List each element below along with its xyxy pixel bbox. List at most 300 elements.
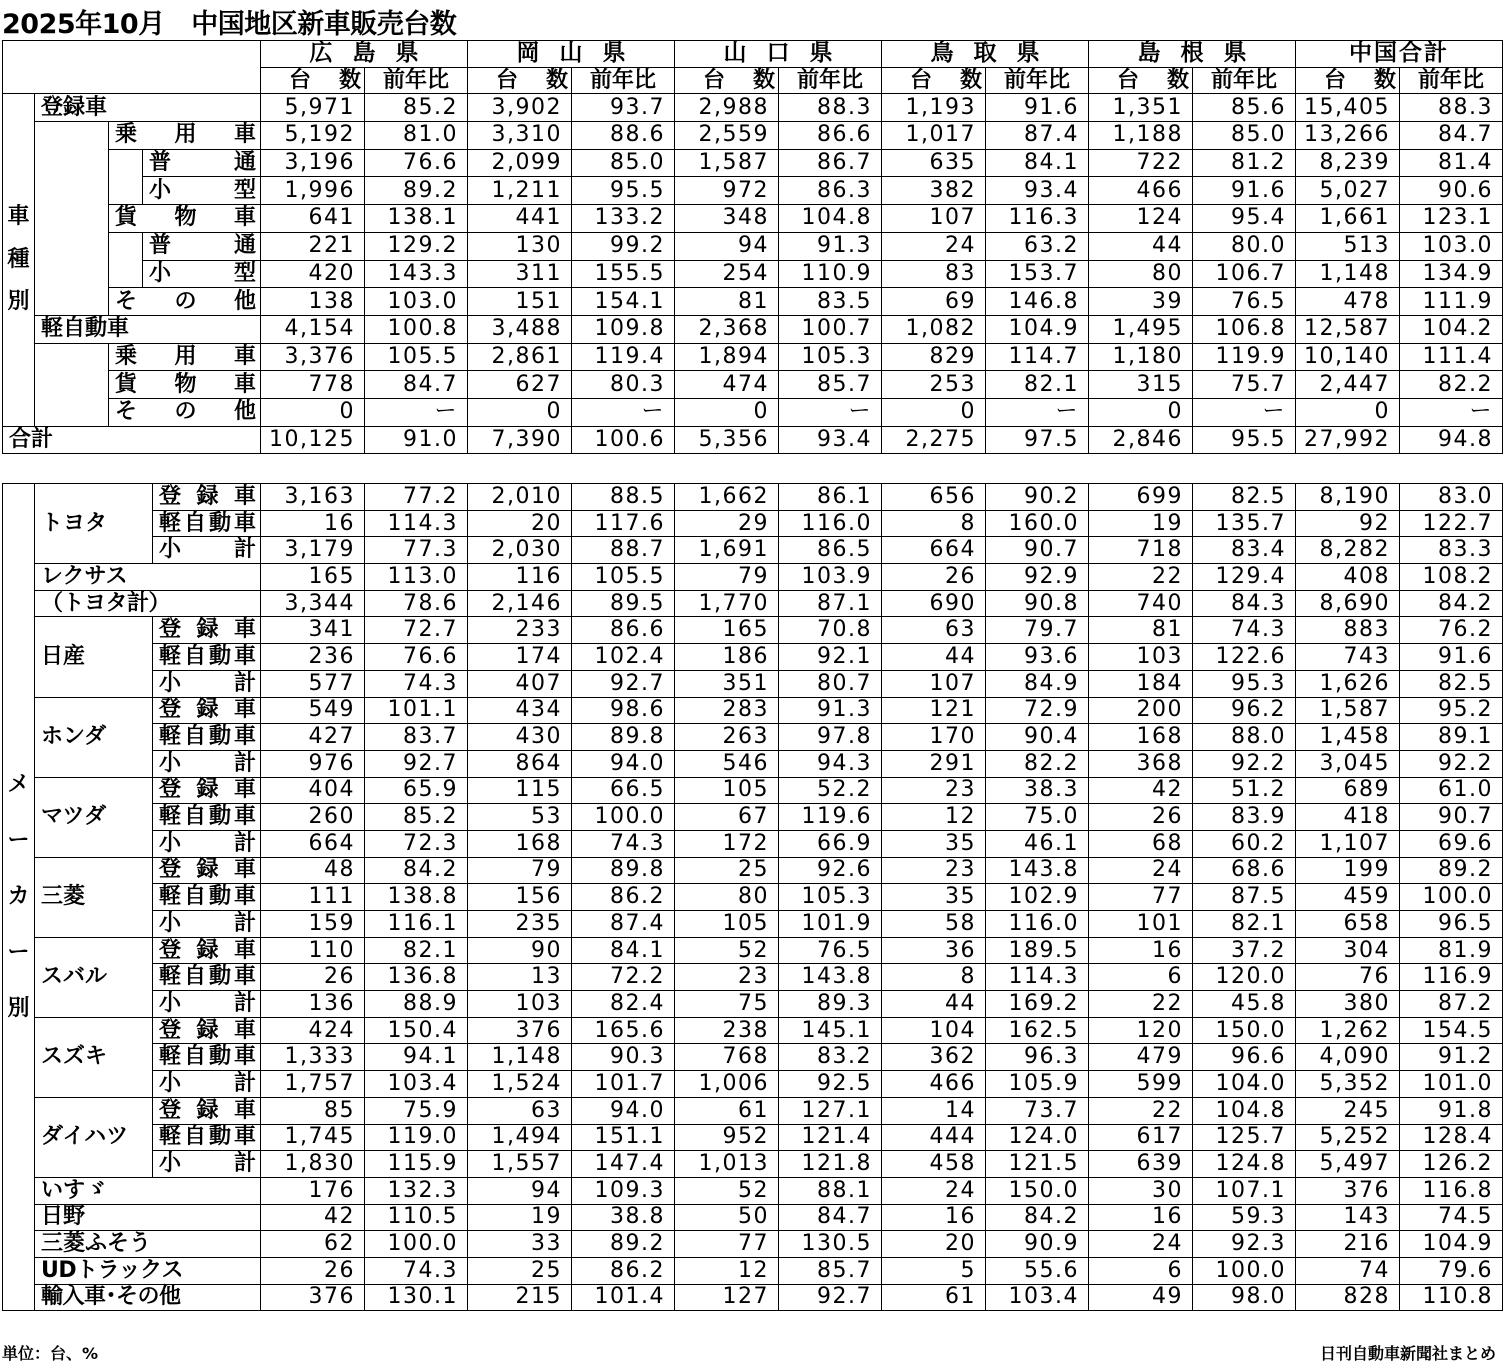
count-cell: 434	[468, 697, 572, 724]
label-char: 登	[159, 1097, 182, 1123]
count-cell: 26	[261, 964, 365, 991]
label-char: 貨	[115, 371, 138, 397]
label-char: 録	[196, 483, 219, 509]
maker-row	[3, 697, 1503, 724]
count-cell: 1,662	[675, 484, 779, 511]
maker-subrow-label-text	[153, 1126, 260, 1148]
label-char: 車	[233, 777, 256, 803]
vehicle-type-row	[3, 205, 1503, 233]
maker-row	[3, 1204, 1503, 1231]
ratio-cell: 88.1	[779, 1177, 882, 1204]
count-header: 台数	[1089, 67, 1193, 94]
maker-subrow-label-text	[153, 859, 260, 881]
ratio-cell: 92.2	[1193, 750, 1296, 777]
label-char: 計	[233, 1151, 256, 1177]
maker-subrow-label-text	[153, 726, 260, 748]
label-char: 車	[233, 1044, 256, 1070]
count-cell: 4,154	[261, 315, 365, 343]
count-cell: 1,770	[675, 590, 779, 617]
ratio-cell: 110.9	[779, 260, 882, 288]
ratio-cell: 116.0	[779, 510, 882, 537]
ratio-cell: 95.3	[1193, 670, 1296, 697]
subcategory-label	[109, 205, 261, 233]
ratio-cell: 87.5	[1193, 884, 1296, 911]
subcategory-label-text	[109, 124, 260, 146]
ratio-cell: 97.5	[986, 426, 1089, 454]
count-cell: 5,497	[1296, 1151, 1400, 1178]
count-cell: 2,030	[468, 537, 572, 564]
maker-name: 三菱	[35, 857, 153, 937]
count-cell: 253	[882, 371, 986, 399]
ratio-cell: 130.5	[779, 1231, 882, 1258]
label-char: 軽	[159, 643, 182, 669]
ratio-cell: 82.1	[365, 937, 468, 964]
count-cell: 690	[882, 590, 986, 617]
count-cell: 304	[1296, 937, 1400, 964]
label-char: 動	[208, 643, 231, 669]
count-cell: 13	[468, 964, 572, 991]
count-cell: 12,587	[1296, 315, 1400, 343]
maker-subrow-label	[153, 964, 261, 991]
region-header: 広島県	[261, 41, 468, 68]
count-cell: 348	[675, 205, 779, 233]
ratio-cell: 84.3	[1193, 590, 1296, 617]
label-char: 車	[233, 1017, 256, 1043]
maker-subrow-label	[153, 510, 261, 537]
ratio-cell: 85.2	[365, 94, 468, 122]
label-char: 自	[183, 643, 206, 669]
count-cell: 1,082	[882, 315, 986, 343]
detail-label-text	[143, 235, 260, 257]
vehicle-type-row	[3, 260, 1503, 288]
ratio-cell: 84.1	[572, 937, 675, 964]
ratio-cell: 114.3	[986, 964, 1089, 991]
label-char: 用	[174, 122, 197, 148]
count-cell: 159	[261, 911, 365, 938]
maker-name: 三菱ふそう	[35, 1231, 261, 1258]
ratio-cell: 189.5	[986, 937, 1089, 964]
maker-row	[3, 884, 1503, 911]
count-cell: 2,861	[468, 343, 572, 371]
maker-subrow-label-text	[153, 750, 260, 776]
maker-subrow-label-text	[153, 619, 260, 641]
maker-row	[3, 590, 1503, 617]
count-cell: 1,148	[468, 1044, 572, 1071]
maker-row	[3, 1071, 1503, 1098]
ratio-cell: 130.1	[365, 1284, 468, 1311]
ratio-cell: 96.3	[986, 1044, 1089, 1071]
vehicle-type-table	[2, 40, 1503, 454]
ratio-cell: 155.5	[572, 260, 675, 288]
maker-subrow-label	[153, 484, 261, 511]
ratio-cell: 82.5	[1193, 484, 1296, 511]
count-cell: 7,390	[468, 426, 572, 454]
label-char: 動	[208, 964, 231, 990]
count-cell: 2,447	[1296, 371, 1400, 399]
maker-subrow-label-text	[153, 779, 260, 801]
label-char: 小	[159, 910, 182, 936]
maker-subrow-label	[153, 857, 261, 884]
ratio-cell: 124.0	[986, 1124, 1089, 1151]
count-cell: 4,090	[1296, 1044, 1400, 1071]
label-char: 計	[233, 670, 256, 696]
count-cell: 24	[1089, 857, 1193, 884]
ratio-cell: 105.5	[572, 564, 675, 591]
count-cell: 8,239	[1296, 149, 1400, 177]
count-cell: 1,524	[468, 1071, 572, 1098]
ratio-cell: 103.0	[1400, 232, 1503, 260]
ratio-cell: 104.9	[1400, 1231, 1503, 1258]
count-cell: 260	[261, 804, 365, 831]
ratio-cell: 85.6	[1193, 94, 1296, 122]
ratio-cell: 114.7	[986, 343, 1089, 371]
maker-subrow-label-text	[153, 966, 260, 988]
ratio-cell: 92.6	[779, 857, 882, 884]
count-cell: 641	[261, 205, 365, 233]
ratio-cell: 122.6	[1193, 644, 1296, 671]
ratio-cell: 100.0	[1400, 884, 1503, 911]
ratio-cell: 87.1	[779, 590, 882, 617]
ratio-cell: 95.2	[1400, 697, 1503, 724]
count-cell: 430	[468, 724, 572, 751]
ratio-cell: 133.2	[572, 205, 675, 233]
count-cell: 3,902	[468, 94, 572, 122]
ratio-cell: 113.0	[365, 564, 468, 591]
count-cell: 44	[1089, 232, 1193, 260]
ratio-cell: 96.5	[1400, 911, 1503, 938]
count-cell: 1,894	[675, 343, 779, 371]
count-cell: 33	[468, 1231, 572, 1258]
label-char: 動	[208, 1044, 231, 1070]
count-cell: 362	[882, 1044, 986, 1071]
ratio-header: 前年比	[1400, 67, 1503, 94]
ratio-cell: 146.8	[986, 288, 1089, 316]
ratio-cell: 75.9	[365, 1097, 468, 1124]
count-cell: 216	[1296, 1231, 1400, 1258]
count-cell: 617	[1089, 1124, 1193, 1151]
count-cell: 62	[261, 1231, 365, 1258]
ratio-cell: 126.2	[1400, 1151, 1503, 1178]
ratio-cell: 119.4	[572, 343, 675, 371]
ratio-cell: 79.7	[986, 617, 1089, 644]
ratio-cell: 83.2	[779, 1044, 882, 1071]
count-cell: 116	[468, 564, 572, 591]
count-cell: 172	[675, 830, 779, 857]
count-cell: 2,368	[675, 315, 779, 343]
count-cell: 5,356	[675, 426, 779, 454]
count-cell: 156	[468, 884, 572, 911]
count-cell: 22	[1089, 991, 1193, 1018]
maker-name: 輸入車･その他	[35, 1284, 261, 1311]
count-cell: 2,846	[1089, 426, 1193, 454]
count-cell: 263	[675, 724, 779, 751]
count-cell: 5,352	[1296, 1071, 1400, 1098]
count-cell: 6	[1089, 964, 1193, 991]
count-cell: 48	[261, 857, 365, 884]
label-char: 録	[196, 777, 219, 803]
count-cell: 27,992	[1296, 426, 1400, 454]
label-char: 車	[233, 857, 256, 883]
ratio-cell: 98.6	[572, 697, 675, 724]
count-cell: 80	[675, 884, 779, 911]
ratio-cell: 125.7	[1193, 1124, 1296, 1151]
ratio-cell: 124.8	[1193, 1151, 1296, 1178]
ratio-cell: 86.6	[779, 122, 882, 150]
count-cell: 143	[1296, 1204, 1400, 1231]
label-char: 録	[196, 697, 219, 723]
count-cell: 1,557	[468, 1151, 572, 1178]
label-char: 車	[233, 937, 256, 963]
count-cell: 42	[1089, 777, 1193, 804]
ratio-cell: 92.1	[779, 644, 882, 671]
vehicle-type-row	[3, 315, 1503, 343]
subcategory-label-text	[109, 343, 260, 369]
ratio-cell: 119.0	[365, 1124, 468, 1151]
maker-row	[3, 777, 1503, 804]
ratio-cell: 76.2	[1400, 617, 1503, 644]
label-char: 用	[174, 343, 197, 369]
count-cell: 58	[882, 911, 986, 938]
count-cell: 3,488	[468, 315, 572, 343]
count-cell: 743	[1296, 644, 1400, 671]
count-cell: 441	[468, 205, 572, 233]
count-cell: 23	[882, 857, 986, 884]
maker-name: ホンダ	[35, 697, 153, 777]
count-cell: 19	[468, 1204, 572, 1231]
count-cell: 458	[882, 1151, 986, 1178]
count-cell: 1,661	[1296, 205, 1400, 233]
ratio-cell: 91.6	[1193, 177, 1296, 205]
count-cell: 2,275	[882, 426, 986, 454]
ratio-cell: 87.2	[1400, 991, 1503, 1018]
count-cell: 79	[675, 564, 779, 591]
ratio-cell: 121.8	[779, 1151, 882, 1178]
count-cell: 165	[675, 617, 779, 644]
count-cell: 124	[1089, 205, 1193, 233]
ratio-cell: 103.0	[365, 288, 468, 316]
section-label-char: 別	[7, 289, 30, 315]
count-cell: 19	[1089, 510, 1193, 537]
maker-subrow-label-text	[153, 670, 260, 696]
ratio-cell: 114.3	[365, 510, 468, 537]
page-title: 2025年10月 中国地区新車販売台数	[2, 9, 457, 40]
count-cell: 8,282	[1296, 537, 1400, 564]
label-char: 自	[183, 724, 206, 750]
count-cell: 13,266	[1296, 122, 1400, 150]
count-cell: 16	[882, 1204, 986, 1231]
count-cell: 3,179	[261, 537, 365, 564]
count-cell: 77	[1089, 884, 1193, 911]
label-char: 車	[233, 697, 256, 723]
count-cell: 1,494	[468, 1124, 572, 1151]
label-char: 軽	[159, 510, 182, 536]
subcategory-label	[109, 371, 261, 399]
ratio-cell: 83.5	[779, 288, 882, 316]
count-cell: 186	[675, 644, 779, 671]
maker-name: いすゞ	[35, 1177, 261, 1204]
label-char: 車	[233, 205, 256, 231]
vehicle-type-row	[3, 426, 1503, 454]
ratio-cell: 100.6	[572, 426, 675, 454]
ratio-cell: 94.3	[779, 750, 882, 777]
label-char: 登	[159, 483, 182, 509]
ratio-cell: 123.1	[1400, 205, 1503, 233]
ratio-cell: 103.4	[986, 1284, 1089, 1311]
ratio-cell: 160.0	[986, 510, 1089, 537]
ratio-cell: 89.3	[779, 991, 882, 1018]
ratio-cell: 84.7	[1400, 122, 1503, 150]
ratio-cell: 82.2	[1400, 371, 1503, 399]
maker-subrow-label-text	[153, 1046, 260, 1068]
label-char: 軽	[159, 724, 182, 750]
vehicle-type-row	[3, 149, 1503, 177]
ratio-cell: 83.0	[1400, 484, 1503, 511]
label-char: 登	[159, 777, 182, 803]
label-char: 自	[183, 510, 206, 536]
count-cell: 1,830	[261, 1151, 365, 1178]
count-cell: 3,045	[1296, 750, 1400, 777]
ratio-cell: 145.1	[779, 1017, 882, 1044]
ratio-cell: 74.3	[1193, 617, 1296, 644]
ratio-cell: 116.1	[365, 911, 468, 938]
ratio-cell: 95.5	[572, 177, 675, 205]
count-cell: 44	[882, 644, 986, 671]
count-cell: 50	[675, 1204, 779, 1231]
label-char: 録	[196, 857, 219, 883]
count-cell: 513	[1296, 232, 1400, 260]
ratio-cell: 86.5	[779, 537, 882, 564]
count-cell: 0	[1089, 398, 1193, 426]
maker-name: 日産	[35, 617, 153, 697]
ratio-cell: 101.7	[572, 1071, 675, 1098]
label-char: 動	[208, 724, 231, 750]
ratio-cell: ー	[572, 398, 675, 426]
region-header: 島根県	[1089, 41, 1296, 68]
count-cell: 121	[882, 697, 986, 724]
label-char: 車	[233, 724, 256, 750]
count-cell: 718	[1089, 537, 1193, 564]
ratio-cell: 70.8	[779, 617, 882, 644]
maker-name: レクサス	[35, 564, 261, 591]
ratio-cell: 92.9	[986, 564, 1089, 591]
count-header: 台数	[882, 67, 986, 94]
maker-subrow-label-text	[153, 886, 260, 908]
ratio-cell: 105.9	[986, 1071, 1089, 1098]
ratio-cell: 101.1	[365, 697, 468, 724]
ratio-cell: 69.6	[1400, 830, 1503, 857]
label-char: 自	[183, 1124, 206, 1150]
total-label: 合計	[3, 426, 261, 454]
ratio-cell: 135.7	[1193, 510, 1296, 537]
count-cell: 407	[468, 670, 572, 697]
ratio-cell: 94.0	[572, 1097, 675, 1124]
maker-row	[3, 644, 1503, 671]
ratio-cell: 88.9	[365, 991, 468, 1018]
label-char: 軽	[159, 1124, 182, 1150]
source-note: 日刊自動車新聞社まとめ	[1319, 1344, 1496, 1363]
count-cell: 77	[675, 1231, 779, 1258]
label-char: そ	[115, 288, 138, 314]
label-char: 他	[233, 288, 256, 314]
ratio-cell: 129.2	[365, 232, 468, 260]
ratio-cell: 87.4	[986, 122, 1089, 150]
count-cell: 236	[261, 644, 365, 671]
ratio-cell: 52.2	[779, 777, 882, 804]
count-cell: 315	[1089, 371, 1193, 399]
count-cell: 664	[882, 537, 986, 564]
count-cell: 238	[675, 1017, 779, 1044]
count-cell: 444	[882, 1124, 986, 1151]
maker-row	[3, 804, 1503, 831]
count-cell: 63	[468, 1097, 572, 1124]
count-cell: 16	[261, 510, 365, 537]
ratio-cell: 88.3	[1400, 94, 1503, 122]
count-cell: 404	[261, 777, 365, 804]
ratio-cell: 90.3	[572, 1044, 675, 1071]
ratio-cell: 103.9	[779, 564, 882, 591]
ratio-cell: 88.6	[572, 122, 675, 150]
ratio-cell: 127.1	[779, 1097, 882, 1124]
count-cell: 20	[882, 1231, 986, 1258]
count-cell: 22	[1089, 564, 1193, 591]
count-cell: 883	[1296, 617, 1400, 644]
ratio-cell: 61.0	[1400, 777, 1503, 804]
count-cell: 3,344	[261, 590, 365, 617]
ratio-cell: 45.8	[1193, 991, 1296, 1018]
count-cell: 3,196	[261, 149, 365, 177]
vehicle-type-row	[3, 343, 1503, 371]
ratio-cell: 38.3	[986, 777, 1089, 804]
count-cell: 1,587	[675, 149, 779, 177]
count-cell: 427	[261, 724, 365, 751]
ratio-cell: 119.9	[1193, 343, 1296, 371]
count-cell: 10,140	[1296, 343, 1400, 371]
label-char: 車	[233, 884, 256, 910]
ratio-cell: 84.2	[365, 857, 468, 884]
ratio-cell: 65.9	[365, 777, 468, 804]
vehicle-type-row	[3, 398, 1503, 426]
count-header: 台数	[675, 67, 779, 94]
count-cell: 972	[675, 177, 779, 205]
indent-spacer	[35, 122, 109, 316]
ratio-cell: 94.8	[1400, 426, 1503, 454]
ratio-cell: 104.9	[986, 315, 1089, 343]
count-cell: 176	[261, 1177, 365, 1204]
ratio-cell: 89.2	[365, 177, 468, 205]
ratio-cell: 150.4	[365, 1017, 468, 1044]
count-cell: 184	[1089, 670, 1193, 697]
ratio-cell: 81.2	[1193, 149, 1296, 177]
count-cell: 42	[261, 1204, 365, 1231]
count-cell: 233	[468, 617, 572, 644]
label-char: の	[174, 288, 197, 314]
ratio-cell: 63.2	[986, 232, 1089, 260]
ratio-cell: 89.2	[1400, 857, 1503, 884]
count-cell: 85	[261, 1097, 365, 1124]
count-cell: 101	[1089, 911, 1193, 938]
count-cell: 658	[1296, 911, 1400, 938]
count-cell: 3,163	[261, 484, 365, 511]
ratio-cell: 96.2	[1193, 697, 1296, 724]
ratio-cell: 108.2	[1400, 564, 1503, 591]
vehicle-type-row	[3, 122, 1503, 150]
count-cell: 165	[261, 564, 365, 591]
ratio-cell: 99.2	[572, 232, 675, 260]
ratio-cell: 83.7	[365, 724, 468, 751]
ratio-cell: 86.3	[779, 177, 882, 205]
ratio-cell: 109.3	[572, 1177, 675, 1204]
count-cell: 0	[1296, 398, 1400, 426]
